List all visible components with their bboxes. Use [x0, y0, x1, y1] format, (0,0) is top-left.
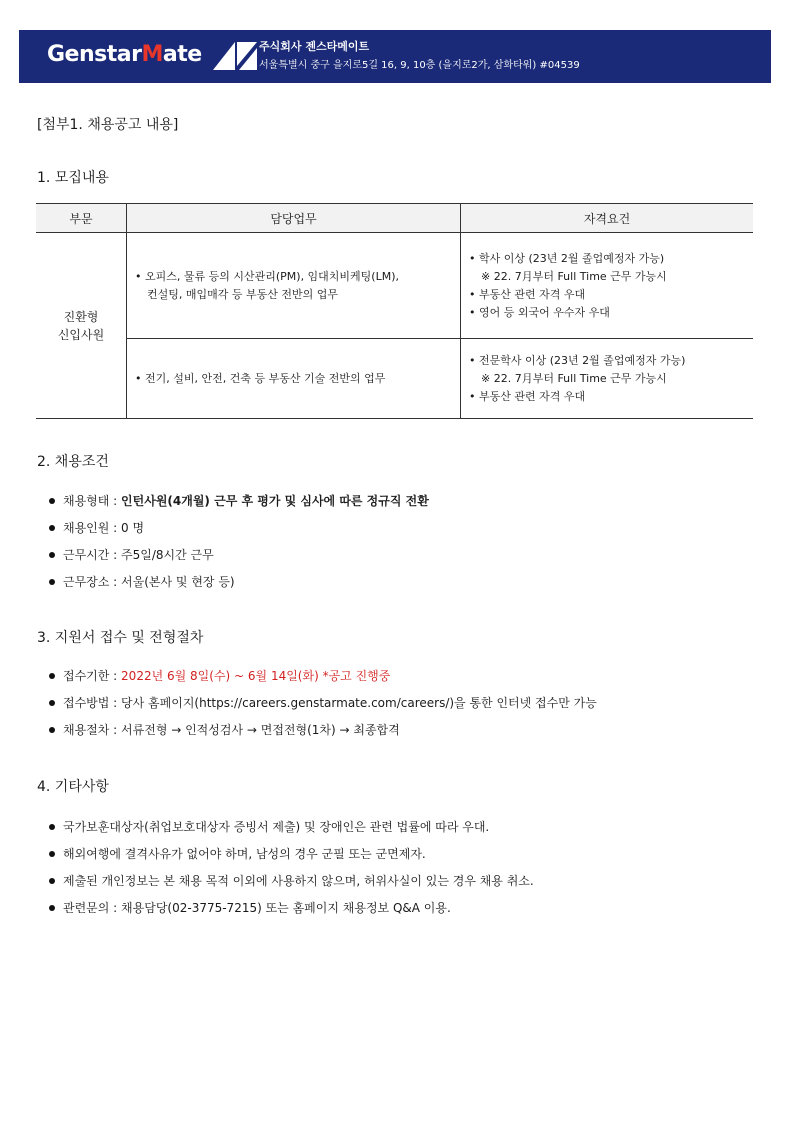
bullet-icon: [49, 552, 55, 558]
list-item: 채용형태 : 인턴사원(4개월) 근무 후 평가 및 심사에 따른 정규직 전환: [49, 492, 429, 519]
list-item: 국가보훈대상자(취업보호대상자 증빙서 제출) 및 장애인은 관련 법률에 따라 우대.: [49, 818, 534, 845]
bullet-icon: [49, 673, 55, 679]
conditions-list: [49, 492, 429, 600]
category-cell: [36, 233, 127, 419]
bullet-icon: [49, 905, 55, 911]
bullet-icon: [49, 700, 55, 706]
list-item: 제출된 개인정보는 본 채용 목적 이외에 사용하지 않으며, 허위사실이 있는 경우 채용 취소.: [49, 872, 534, 899]
category-line2: 신입사원: [57, 327, 105, 342]
bullet-icon: [49, 851, 55, 857]
list-item: 채용인원 : 0 명: [49, 519, 429, 546]
duty-line: • 전기, 설비, 안전, 건축 등 부동산 기술 전반의 업무: [135, 371, 386, 385]
list-item: 근무장소 : 서울(본사 및 현장 등): [49, 573, 429, 600]
section1-title: 1. 모집내용: [37, 170, 109, 186]
company-name: 주식회사 젠스타메이트: [259, 40, 370, 53]
duties-cell: [127, 233, 461, 339]
application-list: [49, 667, 597, 748]
misc-list: [49, 818, 534, 926]
logo-mark-icon: [213, 40, 257, 72]
qualification-note: ※ 22. 7月부터 Full Time 근무 가능시: [481, 371, 667, 385]
bullet-icon: [49, 878, 55, 884]
qualification-line: • 전문학사 이상 (23년 2월 졸업예정자 가능): [469, 353, 686, 367]
deadline-value: 2022년 6월 8일(수) ~ 6월 14일(화) *공고 진행중: [121, 669, 391, 683]
header-category: 부문: [36, 204, 127, 233]
company-logo: GenstarMate: [47, 42, 202, 67]
category-line1: 진환형: [63, 309, 99, 324]
list-item: 채용절차 : 서류전형 → 인적성검사 → 면접전형(1차) → 최종합격: [49, 721, 597, 748]
bullet-icon: [49, 579, 55, 585]
bullet-icon: [49, 525, 55, 531]
qualification-line: • 부동산 관련 자격 우대: [469, 287, 586, 301]
qualifications-cell: [461, 339, 754, 419]
list-item: 해외여행에 결격사유가 없어야 하며, 남성의 경우 군필 또는 군면제자.: [49, 845, 534, 872]
qualification-note: ※ 22. 7月부터 Full Time 근무 가능시: [481, 269, 667, 283]
qualification-line: • 부동산 관련 자격 우대: [469, 389, 586, 403]
recruitment-table: [36, 203, 753, 419]
qualification-line: • 학사 이상 (23년 2월 졸업예정자 가능): [469, 251, 665, 265]
duties-cell: [127, 339, 461, 419]
qualifications-cell: [461, 233, 754, 339]
section3-title: 3. 지원서 접수 및 전형절차: [37, 630, 204, 646]
list-item: 접수방법 : 당사 홈페이지(https://careers.genstarmate.com/careers/)을 통한 인터넷 접수만 가능: [49, 694, 597, 721]
bullet-icon: [49, 824, 55, 830]
header-qualifications: 자격요건: [461, 204, 754, 233]
bullet-icon: [49, 498, 55, 504]
section2-title: 2. 채용조건: [37, 454, 109, 470]
list-item: 관련문의 : 채용담당(02-3775-7215) 또는 홈페이지 채용정보 Q&A 이용.: [49, 899, 534, 926]
bullet-icon: [49, 727, 55, 733]
attachment-title: [첨부1. 채용공고 내용]: [37, 117, 179, 133]
list-item: 접수기한 : 2022년 6월 8일(수) ~ 6월 14일(화) *공고 진행중: [49, 667, 597, 694]
list-item: 근무시간 : 주5일/8시간 근무: [49, 546, 429, 573]
letterhead: [19, 30, 771, 83]
header-duties: 담당업무: [127, 204, 461, 233]
qualification-line: • 영어 등 외국어 우수자 우대: [469, 305, 610, 319]
section4-title: 4. 기타사항: [37, 779, 109, 795]
duty-line: • 오피스, 물류 등의 시산관리(PM), 임대치비케팅(LM),: [135, 269, 400, 283]
company-address: 서울특별시 중구 을지로5길 16, 9, 10층 (을지로2가, 삼화타워) #04539: [259, 60, 580, 71]
duty-line: 컨설팅, 매입매각 등 부동산 전반의 업무: [147, 287, 338, 301]
